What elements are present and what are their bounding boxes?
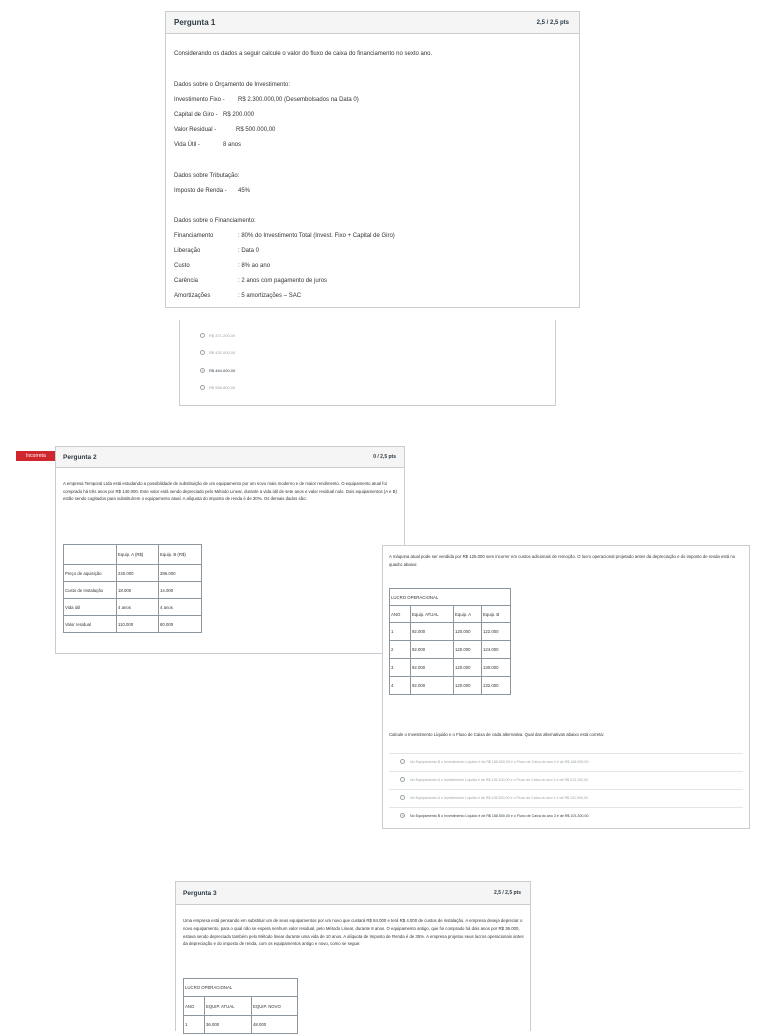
answer-option-text: No Equipamento B o Investimento Líquido é de R$ 188.500,00 e o Fluxo de Caixa do ano 4 é de R$ 188.900,00. xyxy=(410,759,590,764)
machine-sale-text: A máquina atual pode ser vendida por R$ 125.000 sem incorrer em custos adicionais de remoção. O lucro operacional projetado antes da depreciação e do imposto de renda está no quadro abaixo: xyxy=(389,554,736,567)
table-cell: Vida útil xyxy=(64,599,117,616)
tax-heading: Dados sobre Tributação: xyxy=(174,173,240,179)
question-1-answers xyxy=(179,320,556,406)
table-cell: 48.000 xyxy=(252,1016,298,1034)
question-3-intro: Uma empresa está pensando em substituir um de seus equipamentos por um novo que custará R$ 84.000 e terá R$ 4.000 de custos de instalação. A empresa deseja depreciar o novo equipamento, para o qual não se espera nenhum valor residual, pelo Método Linear, durante 8 anos. O equipamento antigo, que foi comprado há dois anos por R$ 36.000, estava sendo depreciado também pelo Método linear durante uma vida de 10 anos. A alíquota de Imposto de Renda é de 35%. A empresa projetou seus lucros operacionais antes da depreciação e do imposto de renda, com os equipamentos antigo e novo, como se segue: xyxy=(183,918,524,947)
amortization-value: : 5 amortizações – SAC xyxy=(238,293,302,299)
table-header-cell: Equip. A xyxy=(454,606,482,623)
financing-heading: Dados sobre o Financiamento: xyxy=(174,218,256,224)
answer-option[interactable] xyxy=(400,759,589,764)
table-cell: 14.000 xyxy=(159,582,202,599)
table-header-row xyxy=(390,606,511,623)
table-header-row xyxy=(64,545,202,565)
table-cell: 92.000 xyxy=(411,677,454,695)
table-cell: 122.000 xyxy=(482,623,511,641)
table-cell: 1 xyxy=(390,623,411,641)
table-cell: 4 anos xyxy=(159,599,202,616)
answer-option[interactable] xyxy=(400,777,589,782)
table-header-cell xyxy=(64,545,117,565)
question-1-intro: Considerando os dados a seguir calcule o valor do fluxo de caixa do financiamento no sexto ano. xyxy=(174,51,433,57)
answer-option[interactable] xyxy=(400,795,589,800)
answer-option-selected[interactable] xyxy=(400,813,589,818)
question-1-header xyxy=(166,12,579,34)
table-cell: 36.000 xyxy=(205,1016,252,1034)
table-cell: 4 xyxy=(390,677,411,695)
table-row xyxy=(64,599,202,616)
table-cell: 124.000 xyxy=(482,641,511,659)
radio-button[interactable] xyxy=(200,350,205,355)
question-3-header xyxy=(176,882,530,905)
investment-fixed-label: Investimento Fixo - xyxy=(174,97,225,103)
table-cell: 3 xyxy=(390,659,411,677)
table-cell: 1 xyxy=(184,1016,205,1034)
answer-option[interactable] xyxy=(200,350,235,355)
investment-heading: Dados sobre o Orçamento de Investimento: xyxy=(174,82,291,88)
answer-option-text: R$ 432.000,00 xyxy=(209,350,236,355)
income-tax-value: 45% xyxy=(238,188,251,194)
useful-life-value: 8 anos xyxy=(223,142,242,148)
working-capital-value: R$ 200.000 xyxy=(223,112,255,118)
incorrect-badge: Incorreta xyxy=(16,451,56,461)
table-header-cell: Equip. ATUAL xyxy=(411,606,454,623)
table-row xyxy=(64,616,202,633)
table-cell: 92.000 xyxy=(411,623,454,641)
table-cell: 120.000 xyxy=(454,677,482,695)
question-3-card xyxy=(175,881,531,1031)
radio-button-selected[interactable] xyxy=(400,813,405,818)
question-3-points: 2,5 / 2,5 pts xyxy=(494,890,521,896)
radio-button[interactable] xyxy=(200,385,205,390)
table-title: LUCRO OPERACIONAL xyxy=(184,979,298,997)
investment-fixed-value: R$ 2.300.000,00 (Desembolsados na Data 0) xyxy=(238,97,359,103)
table-cell: 132.000 xyxy=(482,677,511,695)
question-2-header xyxy=(56,447,404,468)
grace-label: Carência xyxy=(174,278,199,284)
answer-option-text: R$ 556.800,00 xyxy=(209,385,236,390)
table-header-cell: ANO xyxy=(184,997,205,1016)
answer-option[interactable] xyxy=(200,333,235,338)
table-title-row xyxy=(184,979,298,997)
question-1-title: Pergunta 1 xyxy=(174,18,216,27)
income-tax-label: Imposto de Renda - xyxy=(174,188,227,194)
table-row xyxy=(390,641,511,659)
radio-button[interactable] xyxy=(400,759,405,764)
divider xyxy=(389,789,743,790)
table-cell: 92.000 xyxy=(411,641,454,659)
financing-label: Financiamento xyxy=(174,233,214,239)
answer-option[interactable] xyxy=(200,385,235,390)
working-capital-label: Capital de Giro - xyxy=(174,112,218,118)
table-cell: Preço de aquisição xyxy=(64,565,117,582)
table-cell: 110.000 xyxy=(117,616,159,633)
question-2-title: Pergunta 2 xyxy=(63,453,97,461)
question-1-points: 2,5 / 2,5 pts xyxy=(536,19,569,26)
divider xyxy=(389,753,743,754)
useful-life-label: Vida Útil - xyxy=(174,142,200,148)
table-title: LUCRO OPERACIONAL xyxy=(390,589,511,606)
question-3-title: Pergunta 3 xyxy=(183,889,217,897)
grace-value: : 2 anos com pagamento de juros xyxy=(238,278,328,284)
radio-button-selected[interactable] xyxy=(200,368,205,373)
answer-option-text: R$ 371.200,00 xyxy=(209,333,236,338)
answer-option-text: No Equipamento A o Investimento Líquido é de R$ 126.500,00 e o Fluxo de Caixa do ano 1 é de R$ 101.900,00. xyxy=(410,795,590,800)
radio-button[interactable] xyxy=(200,333,205,338)
equipment-table xyxy=(63,544,202,633)
question-2-points: 0 / 2,5 pts xyxy=(373,454,396,460)
divider xyxy=(389,771,743,772)
table-cell: Custo de Instalação xyxy=(64,582,117,599)
release-value: : Data 0 xyxy=(238,248,260,254)
cost-value: : 8% ao ano xyxy=(238,263,271,269)
table-header-cell: ANO xyxy=(390,606,411,623)
amortization-label: Amortizações xyxy=(174,293,211,299)
table-row xyxy=(390,623,511,641)
table-row xyxy=(64,582,202,599)
table-cell: 120.000 xyxy=(454,623,482,641)
table-cell: 80.000 xyxy=(159,616,202,633)
question-2-card xyxy=(55,446,405,654)
radio-button[interactable] xyxy=(400,777,405,782)
answer-option-text: No Equipamento B o Investimento Líquido é de R$ 188.500,00 e o Fluxo de Caixa do ano 3 é de R$ 103.300,00. xyxy=(410,813,590,818)
cost-label: Custo xyxy=(174,263,190,269)
table-header-cell: EQUIP. NOVO xyxy=(252,997,298,1016)
operating-profit-table xyxy=(389,588,511,695)
table-cell: 286.000 xyxy=(159,565,202,582)
table-row xyxy=(390,677,511,695)
table-cell: 130.000 xyxy=(482,659,511,677)
table-cell: 2 xyxy=(390,641,411,659)
question-1-card xyxy=(165,11,580,308)
question-2-intro: A empresa Temporal Ltda está estudando a possibilidade de substituição de um equipamento por um novo mais moderno e de maior rendimento. O equipamento atual foi comprado há três anos por R$ 140.000. Este valor está sendo depreciado pelo Método Linear, durante a vida útil de sete anos e valor residual nulo. Dois equipamentos (A e B) estão sendo cogitados para substituírem o equipamento atual. A alíquota do imposto de renda é de 30%. Os demais dados são: xyxy=(63,481,397,502)
table-row xyxy=(390,659,511,677)
radio-button[interactable] xyxy=(400,795,405,800)
table-row xyxy=(184,1016,298,1034)
table-title-row xyxy=(390,589,511,606)
table-header-cell: Equip. A (R$) xyxy=(117,545,159,565)
question-2-prompt: Calcule o Investimento Líquido e o Fluxo de Caixa de cada alternativa. Qual das alternativas abaixo está correta: xyxy=(389,732,604,737)
table-cell: 240.000 xyxy=(117,565,159,582)
answer-option-selected[interactable] xyxy=(200,368,235,373)
table-header-row xyxy=(184,997,298,1016)
table-cell: 18.000 xyxy=(117,582,159,599)
table-header-cell: Equip. B (R$) xyxy=(159,545,202,565)
financing-value: : 80% do Investimento Total (Invest. Fixo + Capital de Giro) xyxy=(238,233,395,239)
table-cell: Valor residual xyxy=(64,616,117,633)
answer-option-text: No Equipamento A o Investimento Líquido é de R$ 126.100,00 e o Fluxo de Caixa do ano 2 é de R$ 213.150,00. xyxy=(410,777,590,782)
release-label: Liberação xyxy=(174,248,201,254)
table-cell: 120.000 xyxy=(454,641,482,659)
divider xyxy=(389,807,743,808)
residual-value-label: Valor Residual - xyxy=(174,127,217,133)
table-header-cell: EQUIP. ATUAL xyxy=(205,997,252,1016)
table-row xyxy=(64,565,202,582)
table-cell: 92.000 xyxy=(411,659,454,677)
residual-value-value: R$ 500.000,00 xyxy=(236,127,276,133)
operating-profit-table-3 xyxy=(183,978,298,1034)
question-2-continued xyxy=(382,545,750,829)
table-cell: 120.000 xyxy=(454,659,482,677)
answer-option-text: R$ 464.000,00 xyxy=(209,368,236,373)
table-cell: 4 anos xyxy=(117,599,159,616)
table-header-cell: Equip. B xyxy=(482,606,511,623)
